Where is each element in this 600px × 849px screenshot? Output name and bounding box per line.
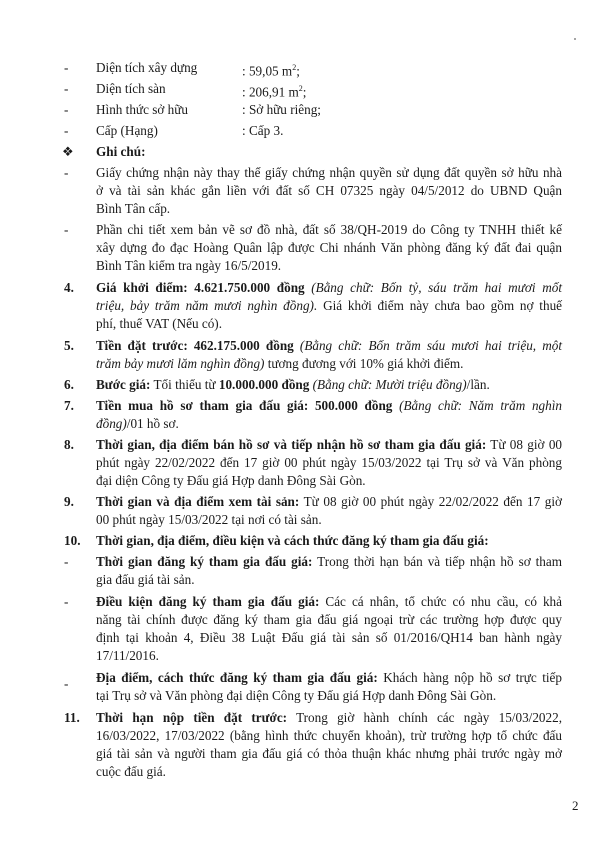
section-text: tại Trụ sở và Văn phòng đại diện Công ty Đấu giá Hợp danh Đông Sài Gòn. xyxy=(96,688,497,703)
note-text: Phần chi tiết xem bản vẽ sơ đồ nhà, đất số 38/QH-2019 do Công ty TNHH thiết kế xyxy=(96,222,562,237)
section-number: 6. xyxy=(64,377,74,392)
spec-value: : 59,05 $m^2$; xyxy=(242,63,300,79)
section-text: cuộc đấu giá. xyxy=(96,764,166,779)
section-text: Địa điểm, cách thức đăng ký tham gia đấu giá: Khách hàng nộp hồ sơ trực tiếp xyxy=(96,670,563,685)
bullet-dash: - xyxy=(64,60,69,75)
bullet-dash: - xyxy=(64,81,69,96)
spec-value: : 206,91 $m^2$; xyxy=(242,84,307,100)
bullet-dash: - xyxy=(64,594,69,609)
bullet-dash: - xyxy=(64,222,69,237)
section-text: Tiền mua hồ sơ tham gia đấu giá: 500.000 đồng (Bằng chữ: Năm trăm nghìn xyxy=(96,398,563,413)
diamond-bullet-icon: ❖ xyxy=(62,144,74,159)
section-text: Thời gian đăng ký tham gia đấu giá: Trong thời hạn bán và tiếp nhận hồ sơ tham xyxy=(96,554,562,569)
section-text: Điều kiện đăng ký tham gia đấu giá: Các cá nhân, tổ chức có nhu cầu, có khả xyxy=(96,594,562,609)
scan-speck xyxy=(574,38,576,40)
section-text: 16/03/2022, 17/03/2022 (bằng hình thức chuyển khoản), trừ trường hợp tổ chức đấu xyxy=(96,728,562,743)
note-text: Bình Tân cấp. xyxy=(96,201,171,216)
spec-value: : Sở hữu riêng; xyxy=(242,102,321,117)
bullet-dash: - xyxy=(64,676,69,691)
section-text: phí, thuế VAT (Nếu có). xyxy=(96,316,222,331)
section-text: đồng)/01 hồ sơ. xyxy=(96,416,179,431)
section-text: giá tài sản và người tham gia đấu giá có thỏa thuận khác nhưng phải trước ngày mở xyxy=(96,746,562,761)
bullet-dash: - xyxy=(64,165,69,180)
section-number: 9. xyxy=(64,494,74,509)
section-text: phút ngày 22/02/2022 đến 17 giờ 00 phút ngày 15/03/2022 tại Trụ sở và Văn phòng xyxy=(96,455,562,470)
section-text: triệu, bảy trăm năm mươi nghìn đồng). Giá khởi điểm này chưa bao gồm nợ thuế xyxy=(96,298,563,313)
note-text: ở và tài sản khác gắn liền với đất số CH 07325 ngày 04/5/2012 do UBND Quận xyxy=(96,183,562,198)
spec-value: : Cấp 3. xyxy=(242,123,284,138)
section-text: gia đấu giá tài sản. xyxy=(96,572,195,587)
section-heading: Thời gian, địa điểm, điều kiện và cách thức đăng ký tham gia đấu giá: xyxy=(96,533,489,548)
note-text: Bình Tân kiểm tra ngày 16/5/2019. xyxy=(96,258,282,273)
section-text: đại diện Công ty Đấu giá Hợp danh Đông Sài Gòn. xyxy=(96,473,366,488)
section-text: Thời gian và địa điểm xem tài sản: Từ 08 giờ 00 phút ngày 22/02/2022 đến 17 giờ xyxy=(96,494,562,509)
section-number: 11. xyxy=(64,710,80,725)
page-number: 2 xyxy=(572,798,579,813)
bullet-dash: - xyxy=(64,123,69,138)
section-text: năng tài chính được đăng ký tham gia đấu giá ngoại trừ các trường hợp được quy xyxy=(96,612,562,627)
note-text: xây dựng đo đạc Hoàng Quân lập được Chi nhánh Văn phòng đăng ký đất đai quận xyxy=(96,240,562,255)
section-text: 17/11/2016. xyxy=(96,648,159,663)
spec-label: Cấp (Hạng) xyxy=(96,123,158,138)
section-number: 8. xyxy=(64,437,74,452)
section-text: Tiền đặt trước: 462.175.000 đồng (Bằng chữ: Bốn trăm sáu mươi hai triệu, một xyxy=(96,338,562,353)
section-text: Thời gian, địa điểm bán hồ sơ và tiếp nhận hồ sơ tham gia đấu giá: Từ 08 giờ 00 xyxy=(96,437,563,452)
spec-label: Hình thức sở hữu xyxy=(96,102,188,117)
section-text: 00 phút ngày 15/03/2022 tại nơi có tài sản. xyxy=(96,512,322,527)
bullet-dash: - xyxy=(64,554,69,569)
section-text: Bước giá: Tối thiểu từ 10.000.000 đồng (Bằng chữ: Mười triệu đồng)/lần. xyxy=(96,377,490,392)
bullet-dash: - xyxy=(64,102,69,117)
note-text: Giấy chứng nhận này thay thế giấy chứng nhận quyền sử dụng đất quyền sở hữu nhà xyxy=(96,165,562,180)
spec-label: Diện tích xây dựng xyxy=(96,60,198,75)
spec-label: Diện tích sàn xyxy=(96,81,166,96)
section-text: định tại khoản 4, Điều 38 Luật Đấu giá tài sản số 01/2016/QH14 ban hành ngày xyxy=(96,630,562,645)
section-text: trăm bảy mươi lăm nghìn đồng) tương đương với 10% giá khởi điểm. xyxy=(96,356,464,371)
section-text: Giá khởi điểm: 4.621.750.000 đồng (Bằng chữ: Bốn tỷ, sáu trăm hai mươi mốt xyxy=(96,280,562,295)
section-number: 7. xyxy=(64,398,74,413)
section-text: Thời hạn nộp tiền đặt trước: Trong giờ hành chính các ngày 15/03/2022, xyxy=(96,710,562,725)
notes-heading: Ghi chú: xyxy=(96,144,146,159)
section-number: 10. xyxy=(64,533,81,548)
section-number: 5. xyxy=(64,338,74,353)
section-number: 4. xyxy=(64,280,74,295)
